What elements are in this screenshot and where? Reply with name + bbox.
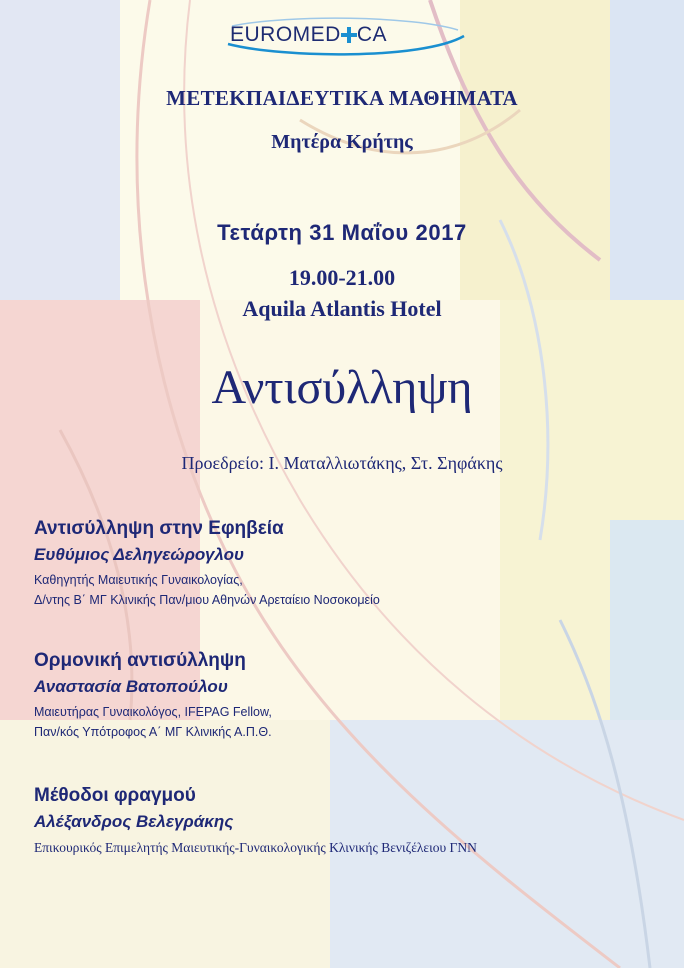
event-time: 19.00-21.00: [288, 265, 396, 290]
logo-cross-icon: [341, 25, 357, 41]
speaker-affiliation: Παν/κός Υπότροφος Α΄ ΜΓ Κλινικής Α.Π.Θ.: [34, 725, 272, 739]
logo-text-after: CA: [356, 23, 388, 46]
course-title: ΜΕΤΕΚΠΑΙΔΕΥΤΙΚΑ ΜΑΘΗΜΑΤΑ: [166, 86, 518, 110]
event-title: Αντισύλληψη: [211, 361, 473, 414]
talk-title: Μέθοδοι φραγμού: [34, 785, 196, 806]
talk-speaker: Αλέξανδρος Βελεγράκης: [34, 812, 234, 831]
talk-item: [34, 650, 272, 739]
talk-speaker: Ευθύμιος Δεληγεώρογλου: [34, 545, 245, 564]
event-venue: Aquila Atlantis Hotel: [242, 296, 442, 321]
talk-title: Ορμονική αντισύλληψη: [34, 650, 246, 671]
course-location: Μητέρα Κρήτης: [271, 131, 413, 153]
event-date: Τετάρτη 31 Μαΐου 2017: [217, 220, 467, 245]
euromedica-logo: [222, 14, 468, 60]
event-chairs: Προεδρείο: Ι. Ματαλλιωτάκης, Στ. Σηφάκης: [181, 453, 503, 473]
speaker-affiliation: Καθηγητής Μαιευτικής Γυναικολογίας,: [34, 573, 243, 587]
speaker-affiliation: Μαιευτήρας Γυναικολόγος, IFEPAG Fellow,: [34, 705, 272, 719]
talk-item: [34, 785, 477, 856]
speaker-affiliation: Επικουρικός Επιμελητής Μαιευτικής-Γυναικολογικής Κλινικής Βενιζέλειου ΓΝΝ: [34, 840, 477, 855]
logo-text-before: EUROMED: [230, 23, 341, 46]
talk-speaker: Αναστασία Βατοπούλου: [34, 677, 228, 696]
talk-title: Αντισύλληψη στην Εφηβεία: [34, 518, 284, 539]
talk-item: [34, 518, 380, 607]
speaker-affiliation: Δ/ντης Β΄ ΜΓ Κλινικής Παν/μιου Αθηνών Αρεταίειο Νοσοκομείο: [34, 593, 380, 607]
